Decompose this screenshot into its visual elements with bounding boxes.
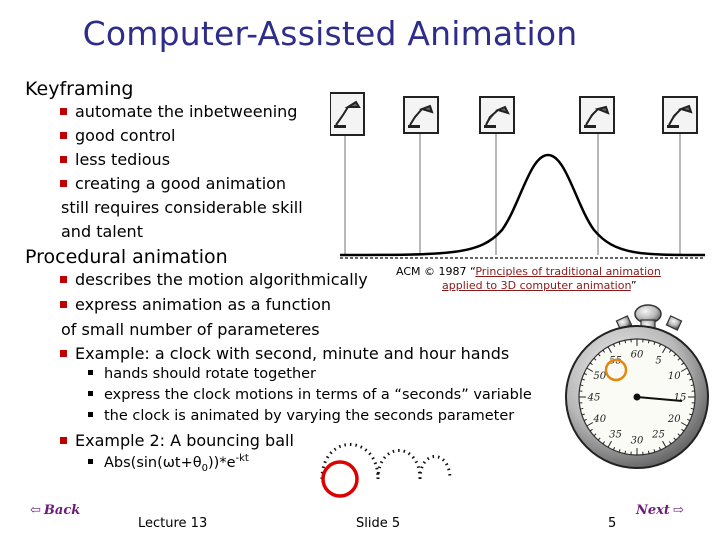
citation: ACM © 1987 “Principles of traditional animation bbox=[396, 265, 661, 278]
keyframe-figure bbox=[330, 85, 710, 265]
right-arrow-icon: ⇨ bbox=[672, 503, 684, 518]
bullet-item: Example: a clock with second, minute and hour hands bbox=[60, 344, 509, 363]
bullet-continuation: still requires considerable skill bbox=[61, 198, 303, 217]
footer-lecture: Lecture 13 bbox=[138, 516, 208, 531]
ball-icon bbox=[323, 462, 357, 496]
sub-bullet-item: the clock is animated by varying the seconds parameter bbox=[88, 408, 514, 424]
dial-tick bbox=[648, 340, 649, 343]
lamp-keyframe-icon bbox=[330, 93, 364, 135]
citation-link[interactable]: Principles of traditional animation bbox=[475, 265, 661, 278]
bullet-item: express animation as a function bbox=[60, 295, 331, 314]
page-number: 5 bbox=[608, 516, 617, 531]
dial-number: 40 bbox=[593, 414, 607, 425]
bullet-icon bbox=[60, 350, 67, 357]
formula: $Abs(\sin(\omega t+\theta_0))*e^{-kt}$ bbox=[104, 453, 249, 474]
bullet-continuation: of small number of parameteres bbox=[61, 320, 320, 339]
next-button[interactable]: Next ⇨ bbox=[636, 503, 684, 518]
sub-bullet-icon bbox=[88, 459, 93, 464]
bullet-icon bbox=[60, 301, 67, 308]
dial-number: 35 bbox=[609, 429, 622, 441]
formula-item bbox=[88, 453, 249, 474]
dial-tick bbox=[580, 385, 583, 386]
bullet-item: Example 2: A bouncing ball bbox=[60, 431, 294, 450]
citation-link[interactable]: applied to 3D computer animation bbox=[442, 279, 631, 292]
dial-number: 5 bbox=[655, 355, 662, 367]
keyframing-heading: Keyframing bbox=[25, 78, 134, 100]
bullet-icon bbox=[60, 180, 67, 187]
procedural-heading: Procedural animation bbox=[25, 246, 228, 268]
bullet-item: less tedious bbox=[60, 150, 170, 169]
left-arrow-icon: ⇦ bbox=[30, 503, 41, 518]
dial-number: 50 bbox=[593, 371, 607, 382]
dial-tick bbox=[691, 408, 694, 409]
bullet-item: describes the motion algorithmically bbox=[60, 270, 368, 289]
bullet-continuation: and talent bbox=[61, 222, 143, 241]
lamp-keyframe-icon bbox=[580, 97, 614, 133]
lamp-keyframe-icon bbox=[480, 97, 514, 133]
motion-curve bbox=[340, 155, 705, 255]
footer-slide: Slide 5 bbox=[356, 516, 401, 531]
sub-bullet-icon bbox=[88, 412, 93, 417]
bullet-item: good control bbox=[60, 126, 175, 145]
lamp-keyframe-icon bbox=[404, 97, 438, 133]
sub-bullet-icon bbox=[88, 370, 93, 375]
dial-number: 20 bbox=[667, 414, 681, 425]
bouncing-ball-illustration bbox=[310, 435, 460, 507]
bullet-icon bbox=[60, 276, 67, 283]
dial-number: 25 bbox=[652, 429, 665, 441]
bullet-icon bbox=[60, 108, 67, 115]
back-button[interactable]: ⇦ Back bbox=[30, 503, 81, 518]
dial-number: 55 bbox=[609, 355, 622, 367]
bullet-item: creating a good animation bbox=[60, 174, 286, 193]
dial-number: 15 bbox=[673, 392, 687, 404]
dial-number: 30 bbox=[630, 435, 644, 447]
dial-tick bbox=[625, 340, 626, 343]
slide-title: Computer-Assisted Animation bbox=[82, 14, 578, 53]
dial-number: 60 bbox=[630, 349, 644, 361]
bullet-icon bbox=[60, 437, 67, 444]
sub-bullet-item: hands should rotate together bbox=[88, 366, 316, 382]
dial-tick bbox=[648, 451, 649, 454]
sub-bullet-icon bbox=[88, 391, 93, 396]
sub-bullet-item: express the clock motions in terms of a “seconds” variable bbox=[88, 387, 532, 403]
dial-tick bbox=[625, 451, 626, 454]
dial-tick bbox=[580, 408, 583, 409]
citation: applied to 3D computer animation” bbox=[442, 279, 637, 292]
lamp-keyframe-icon bbox=[663, 97, 697, 133]
bullet-item: automate the inbetweening bbox=[60, 102, 297, 121]
bullet-icon bbox=[60, 132, 67, 139]
dial-number: 45 bbox=[587, 392, 601, 404]
dial-number: 10 bbox=[667, 371, 681, 382]
dial-tick bbox=[691, 385, 694, 386]
stopwatch-illustration bbox=[538, 300, 716, 478]
bullet-icon bbox=[60, 156, 67, 163]
